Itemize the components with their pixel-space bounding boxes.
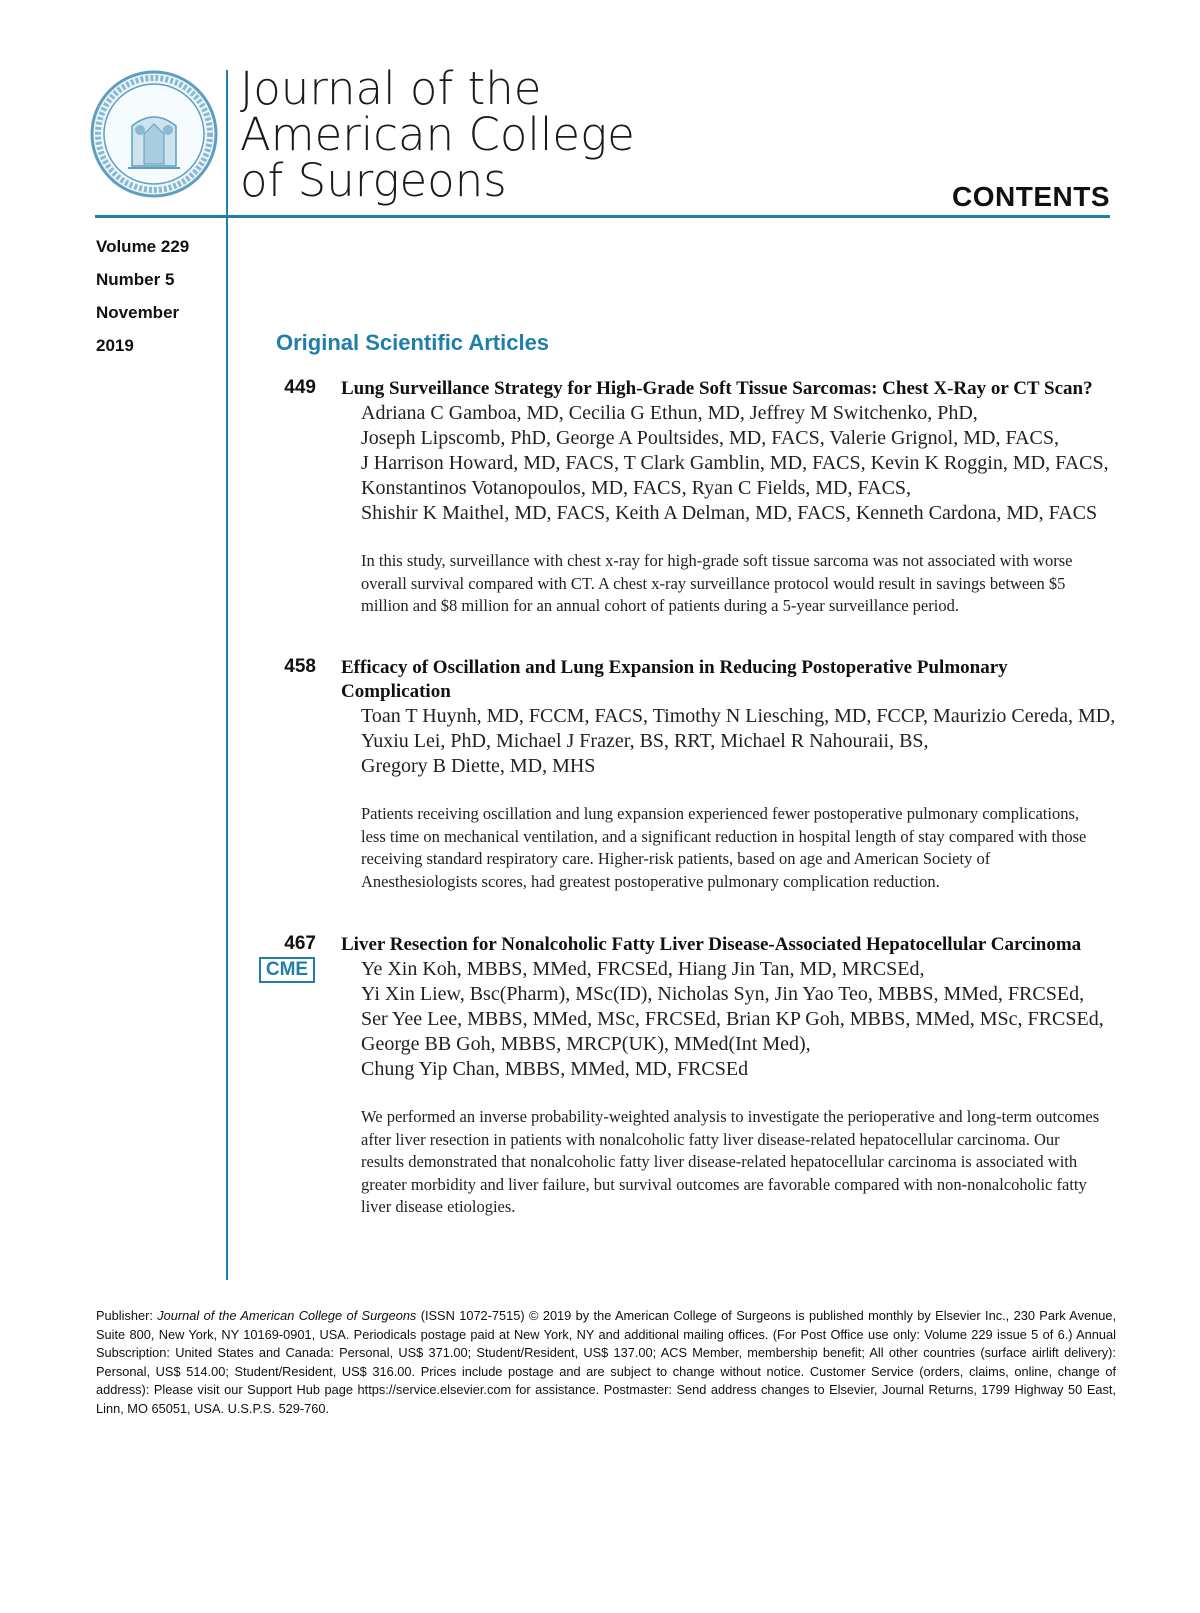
- publisher-footer: [96, 1307, 1116, 1418]
- author-line: Joseph Lipscomb, PhD, George A Poultsides, MD, FACS, Valerie Grignol, MD, FACS,: [361, 427, 1059, 449]
- article-page-number: 449: [284, 377, 316, 398]
- vertical-rule: [226, 70, 228, 1280]
- author-line: J Harrison Howard, MD, FACS, T Clark Gamblin, MD, FACS, Kevin K Roggin, MD, FACS,: [361, 452, 1109, 474]
- issue-year: 2019: [96, 336, 134, 355]
- article-authors: [361, 957, 1116, 1082]
- article-summary: Patients receiving oscillation and lung expansion experienced fewer postoperative pulmonary complications, less time on mechanical ventilation, and a significant reduction in hospital length of stay compared with those receiving standard respiratory care. Higher-risk patients, based on age and American Society of Anesthesiologists scores, had greatest postoperative pulmonary complication reduction.: [361, 804, 1087, 891]
- footer-publisher-label: Publisher:: [96, 1308, 158, 1323]
- article-entry[interactable]: [276, 656, 1116, 893]
- article-title[interactable]: Liver Resection for Nonalcoholic Fatty Liver Disease-Associated Hepatocellular Carcinoma: [341, 934, 1082, 955]
- footer-journal-name: Journal of the American College of Surgeons: [157, 1308, 417, 1323]
- issue-month: November: [96, 303, 180, 322]
- journal-title-line-2: American College: [240, 108, 635, 161]
- header-rule: [95, 215, 1110, 218]
- article-authors: [361, 401, 1116, 526]
- article-summary: In this study, surveillance with chest x-ray for high-grade soft tissue sarcoma was not associated with worse overall survival compared with CT. A chest x-ray surveillance protocol would result in savings between $5 million and $8 million for an annual cohort of patients during a 5-year surveillance period.: [361, 551, 1073, 615]
- article-title[interactable]: Efficacy of Oscillation and Lung Expansion in Reducing Postoperative Pulmonary Complication: [341, 657, 1008, 702]
- journal-title: [240, 62, 635, 207]
- author-line: Gregory B Diette, MD, MHS: [361, 755, 596, 777]
- college-seal-logo: [88, 68, 220, 200]
- article-page-number: 458: [284, 656, 316, 677]
- article-page-number: 467: [284, 933, 316, 954]
- article-authors: [361, 704, 1116, 779]
- author-line: Yi Xin Liew, Bsc(Pharm), MSc(ID), Nicholas Syn, Jin Yao Teo, MBBS, MMed, FRCSEd,: [361, 983, 1085, 1005]
- contents-heading: CONTENTS: [952, 181, 1110, 212]
- footer-text: (ISSN 1072-7515) © 2019 by the American College of Surgeons is published monthly by Elsevier Inc., 230 Park Avenue, Suite 800, New York, NY 10169-0901, USA. Periodicals postage paid at New York, NY and additional mailing offices. (For Post Office use only: Volume 229 issue 5 of 6.) Annual Subscription: United States and Canada: Personal, US$ 371.00; Student/Resident, US$ 137.00; ACS Member, membership benefit; All other countries (surface airlift delivery): Personal, US$ 514.00; Student/Resident, US$ 316.00. Prices include postage and are subject to change without notice. Customer Service (orders, claims, online, change of address): Please visit our Support Hub page https://service.elsevier.com for assistance. Postmaster: Send address changes to Elsevier, Journal Returns, 1799 Highway 50 East, Linn, MO 65051, USA. U.S.P.S. 529-760.: [96, 1308, 1117, 1416]
- author-line: Adriana C Gamboa, MD, Cecilia G Ethun, MD, Jeffrey M Switchenko, PhD,: [361, 402, 978, 424]
- author-line: Ser Yee Lee, MBBS, MMed, MSc, FRCSEd, Brian KP Goh, MBBS, MMed, MSc, FRCSEd,: [361, 1008, 1104, 1030]
- author-line: Konstantinos Votanopoulos, MD, FACS, Ryan C Fields, MD, FACS,: [361, 477, 912, 499]
- journal-title-line-3: of Surgeons: [240, 154, 507, 207]
- journal-title-line-1: Journal of the: [240, 62, 542, 115]
- issue-info: [96, 236, 189, 368]
- author-line: Shishir K Maithel, MD, FACS, Keith A Delman, MD, FACS, Kenneth Cardona, MD, FACS: [361, 502, 1098, 524]
- article-summary: We performed an inverse probability-weighted analysis to investigate the perioperative and long-term outcomes after liver resection in patients with nonalcoholic fatty liver disease-related hepatocellular carcinoma. Our results demonstrated that nonalcoholic fatty liver disease-related hepatocellular carcinoma is associated with greater morbidity and liver failure, but survival outcomes are favorable compared with non-nonalcoholic fatty liver disease etiologies.: [361, 1107, 1100, 1216]
- issue-volume: Volume 229: [96, 237, 190, 256]
- cme-badge[interactable]: CME: [259, 957, 315, 983]
- author-line: Chung Yip Chan, MBBS, MMed, MD, FRCSEd: [361, 1058, 749, 1080]
- section-title: Original Scientific Articles: [276, 330, 550, 355]
- article-entry[interactable]: [265, 933, 1116, 1219]
- author-line: Toan T Huynh, MD, FCCM, FACS, Timothy N Liesching, MD, FCCP, Maurizio Cereda, MD,: [361, 705, 1116, 727]
- article-entry[interactable]: [276, 377, 1116, 618]
- author-line: Ye Xin Koh, MBBS, MMed, FRCSEd, Hiang Jin Tan, MD, MRCSEd,: [361, 958, 925, 980]
- issue-number: Number 5: [96, 270, 175, 289]
- author-line: Yuxiu Lei, PhD, Michael J Frazer, BS, RRT, Michael R Nahouraii, BS,: [361, 730, 929, 752]
- article-title[interactable]: Lung Surveillance Strategy for High-Grade Soft Tissue Sarcomas: Chest X-Ray or CT Scan?: [341, 378, 1093, 399]
- author-line: George BB Goh, MBBS, MRCP(UK), MMed(Int Med),: [361, 1033, 811, 1055]
